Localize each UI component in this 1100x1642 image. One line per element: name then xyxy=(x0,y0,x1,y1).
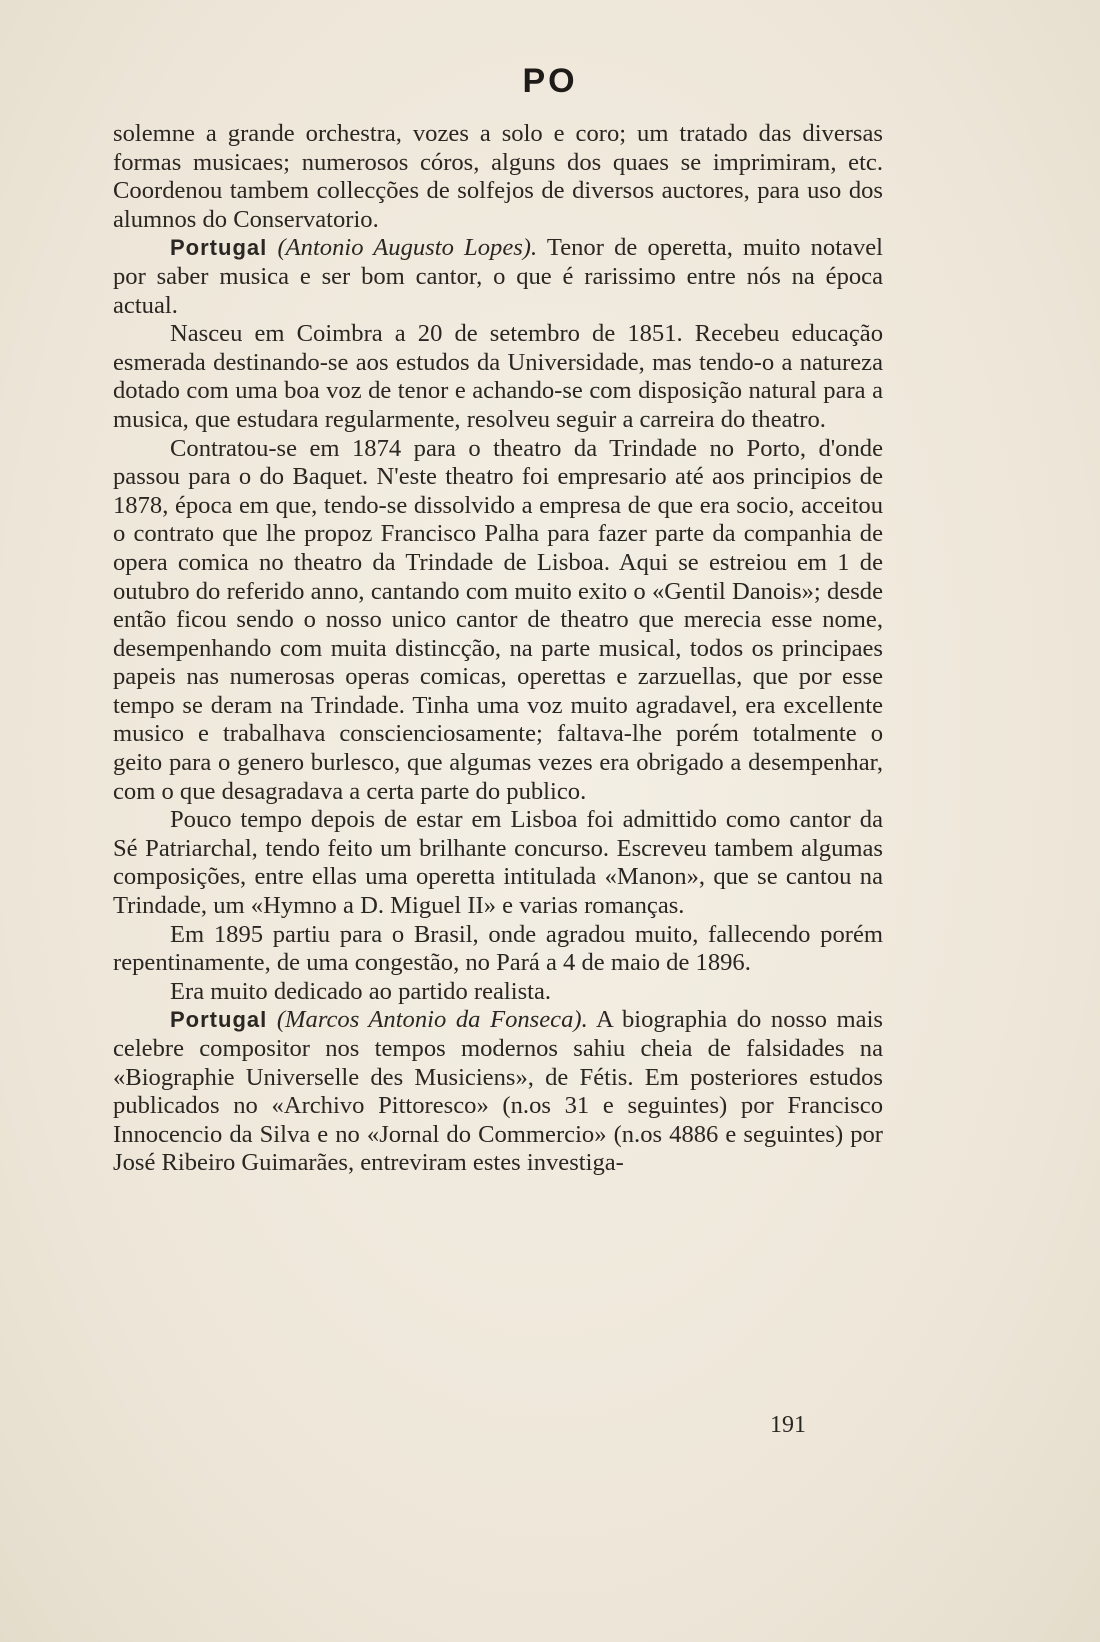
paragraph xyxy=(113,435,883,807)
paragraph-text: A biographia do nosso mais celebre compositor nos tempos modernos sahiu cheia de falsidades na «Biographie Universelle des Musiciens», de Fétis. Em posteriores estudos publicados no «Archivo Pittoresco» (n.os 31 e seguintes) por Francisco Innocencio da Silva e no «Jornal do Commercio» (n.os 4886 e seguintes) por José Ribeiro Guimarães, entreviram estes investiga- xyxy=(113,1006,884,1177)
paragraph xyxy=(113,806,883,920)
body-text xyxy=(113,120,883,1178)
entry-name: (Marcos Antonio da Fonseca). xyxy=(276,1006,588,1034)
entry-title: Portugal xyxy=(170,1007,268,1033)
paragraph xyxy=(113,320,883,434)
paragraph-continuation xyxy=(113,120,883,234)
entry-paragraph xyxy=(113,234,883,320)
page-number: 191 xyxy=(770,1412,806,1438)
paragraph-text: Pouco tempo depois de estar em Lisboa foi admittido como cantor da Sé Patriarchal, tendo feito um brilhante concurso. Escreveu tambem algumas composições, entre ellas uma operetta intitulada «Manon», que se cantou na Trindade, um «Hymno a D. Miguel II» e varias romanças. xyxy=(113,806,883,920)
paragraph-text: Tenor de operetta, muito notavel por saber musica e ser bom cantor, o que é rarissimo entre nós na época actual. xyxy=(113,234,883,319)
entry-name: (Antonio Augusto Lopes). xyxy=(277,234,538,262)
paragraph-text: Em 1895 partiu para o Brasil, onde agradou muito, fallecendo porém repentinamente, de uma congestão, no Pará a 4 de maio de 1896. xyxy=(113,920,883,977)
entry-paragraph xyxy=(113,1006,883,1178)
paragraph-text: Era muito dedicado ao partido realista. xyxy=(170,977,552,1005)
paragraph xyxy=(113,978,883,1007)
running-header: PO xyxy=(522,62,578,100)
paragraph xyxy=(113,921,883,978)
entry-title: Portugal xyxy=(170,235,268,261)
paragraph-text: solemne a grande orchestra, vozes a solo e coro; um tratado das diversas formas musicaes; numerosos córos, alguns dos quaes se imprimiram, etc. Coordenou tambem collecções de solfejos de diversos auctores, para uso dos alumnos do Conservatorio. xyxy=(113,120,883,233)
paragraph-text: Contratou-se em 1874 para o theatro da Trindade no Porto, d'onde passou para o do Baquet. N'este theatro foi empresario até aos principios de 1878, época em que, tendo-se dissolvido a empresa de que era socio, acceitou o contrato que lhe propoz Francisco Palha para fazer parte da companhia de opera comica no theatro da Trindade de Lisboa. Aqui se estreiou em 1 de outubro do referido anno, cantando com muito exito o «Gentil Danois»; desde então ficou sendo o nosso unico cantor de theatro que merecia esse nome, desempenhando com muita distincção, na parte musical, todos os principaes papeis nas numerosas operas comicas, operettas e zarzuellas, que por esse tempo se deram na Trindade. Tinha uma voz muito agradavel, era excellente musico e trabalhava conscienciosamente; faltava-lhe porém totalmente o geito para o genero burlesco, que algumas vezes era obrigado a desempenhar, com o que desagradava a certa parte do publico. xyxy=(113,434,883,805)
paragraph-text: Nasceu em Coimbra a 20 de setembro de 1851. Recebeu educação esmerada destinando-se aos estudos da Universidade, mas tendo-o a natureza dotado com uma boa voz de tenor e achando-se com disposição natural para a musica, que estudara regularmente, resolveu seguir a carreira do theatro. xyxy=(113,320,883,433)
